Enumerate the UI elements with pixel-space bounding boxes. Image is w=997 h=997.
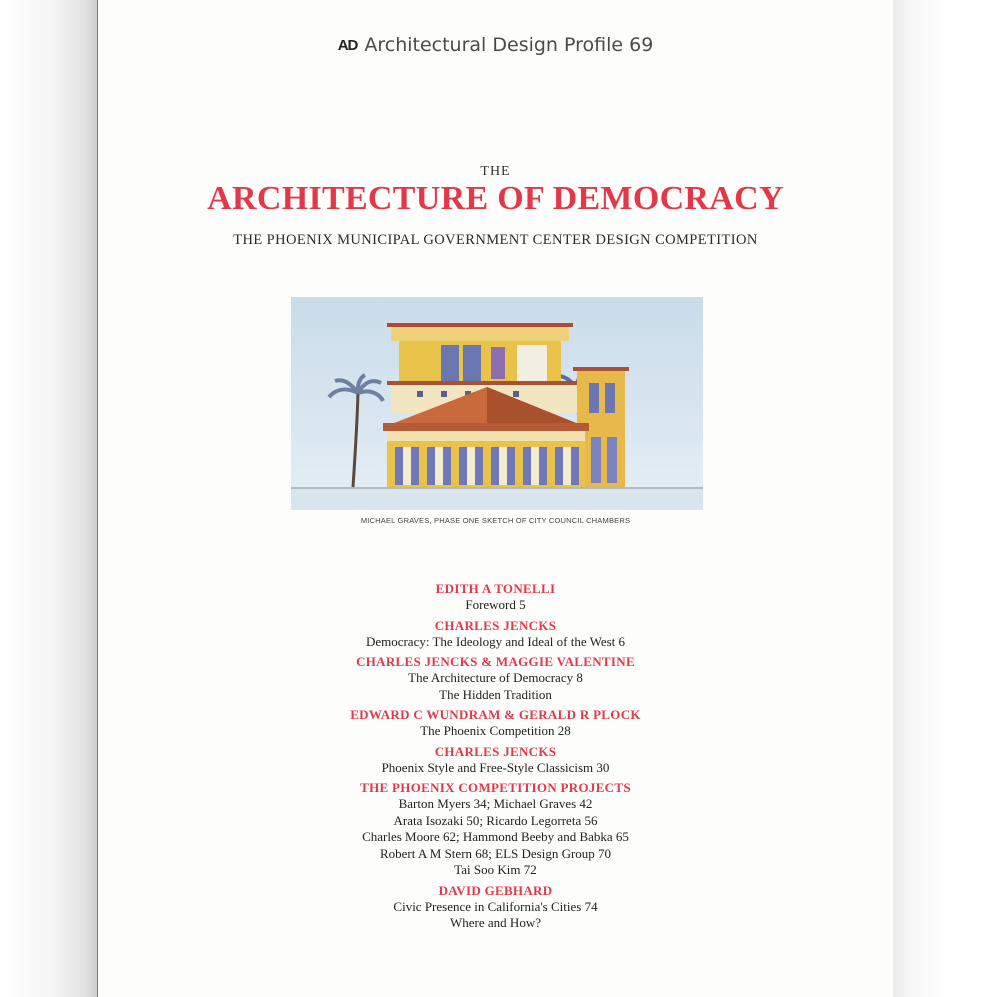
toc-author: DAVID GEBHARD xyxy=(438,882,553,898)
title-kicker: THE xyxy=(480,164,511,179)
toc-author: CHARLES JENCKS xyxy=(434,743,557,759)
toc-entry: Phoenix Style and Free-Style Classicism 30 xyxy=(381,759,610,775)
toc-entry: The Hidden Tradition xyxy=(439,686,552,702)
toc-section xyxy=(98,882,893,932)
toc-entry: Tai Soo Kim 72 xyxy=(454,862,537,877)
toc-entry: Arata Isozaki 50; Ricardo Legorreta 56 xyxy=(393,812,598,828)
toc-entry: Foreword 5 xyxy=(465,597,526,612)
profile-header xyxy=(98,34,893,56)
toc-entry: Where and How? xyxy=(450,915,541,930)
book-page xyxy=(97,0,893,997)
city-council-chambers-sketch xyxy=(291,297,703,510)
toc-entry: The Architecture of Democracy 8 xyxy=(408,670,583,685)
toc-section xyxy=(98,580,893,614)
toc-section xyxy=(98,706,893,740)
toc-entry: Robert A M Stern 68; ELS Design Group 70 xyxy=(379,845,612,861)
toc-author: EDWARD C WUNDRAM & GERALD R PLOCK xyxy=(350,707,641,722)
toc-section xyxy=(98,617,893,651)
page-title: ARCHITECTURE OF DEMOCRACY xyxy=(207,180,784,217)
toc-section xyxy=(98,743,893,777)
table-of-contents xyxy=(98,580,893,935)
page-subtitle: THE PHOENIX MUNICIPAL GOVERNMENT CENTER DESIGN COMPETITION xyxy=(233,232,758,248)
toc-entry: Civic Presence in California's Cities 74 xyxy=(393,898,598,914)
toc-entry: Democracy: The Ideology and Ideal of the West 6 xyxy=(365,633,626,649)
ad-logo: AD xyxy=(337,36,358,54)
toc-entry: Charles Moore 62; Hammond Beeby and Babka 65 xyxy=(362,829,629,844)
book-spine-shadow xyxy=(0,0,97,997)
toc-author: EDITH A TONELLI xyxy=(435,581,556,596)
toc-author: CHARLES JENCKS & MAGGIE VALENTINE xyxy=(356,654,635,669)
toc-author: CHARLES JENCKS xyxy=(434,617,557,633)
profile-title: Architectural Design Profile 69 xyxy=(364,34,654,56)
toc-entry: Barton Myers 34; Michael Graves 42 xyxy=(398,796,593,811)
figure-caption: MICHAEL GRAVES, PHASE ONE SKETCH OF CITY COUNCIL CHAMBERS xyxy=(360,516,631,525)
toc-section xyxy=(98,653,893,703)
page-edge xyxy=(892,0,997,997)
toc-entry: The Phoenix Competition 28 xyxy=(420,723,571,738)
toc-section xyxy=(98,779,893,879)
toc-author: THE PHOENIX COMPETITION PROJECTS xyxy=(360,780,631,795)
